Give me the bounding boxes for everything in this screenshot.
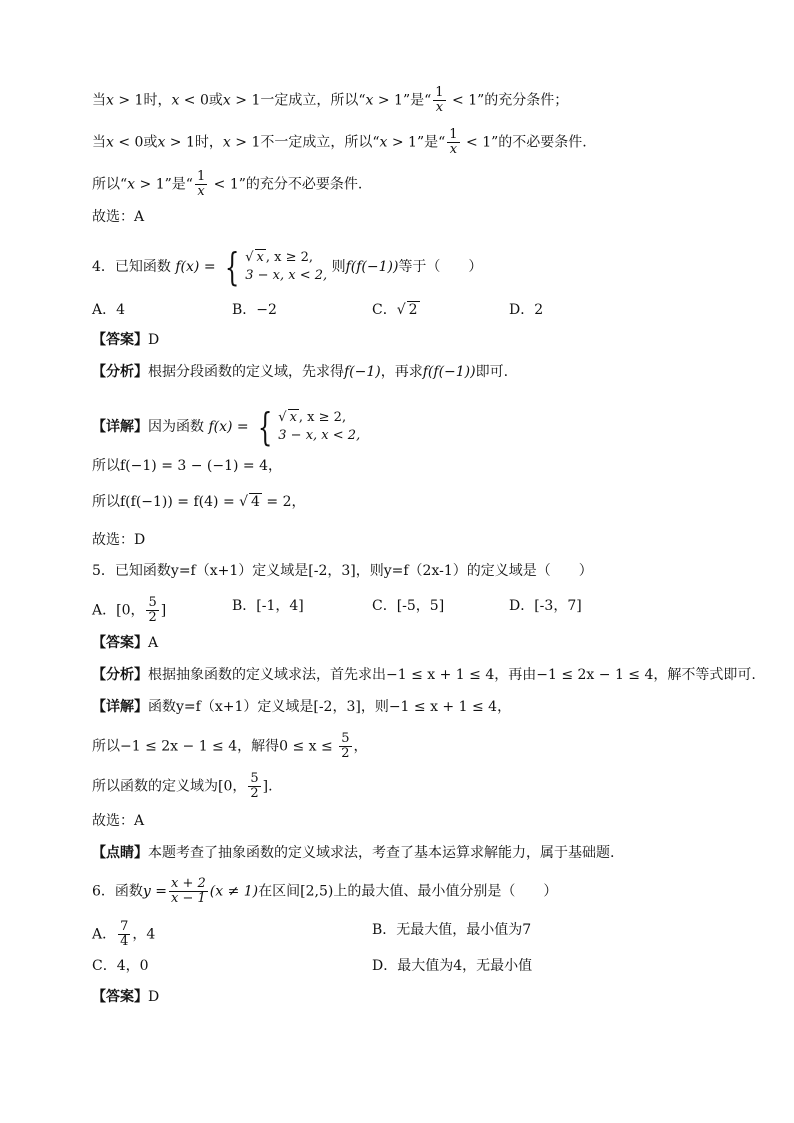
q6-stem	[92, 877, 557, 906]
text: 根据抽象函数的定义域求法，首先求出−1 ≤ x + 1 ≤ 4，再由−1 ≤ 2x − 1 ≤ 4，解不等式即可.	[148, 667, 756, 683]
var-x: x	[106, 92, 114, 109]
text: > 1”是“	[135, 176, 193, 193]
piecewise	[253, 405, 361, 449]
sqrt-radicand: x	[256, 250, 264, 265]
denominator: x	[449, 142, 458, 157]
text: 在区间[2,5)上的最大值、最小值分别是（ ）	[258, 883, 558, 900]
q5-analysis	[92, 665, 756, 685]
tag: 【分析】	[92, 364, 148, 380]
var-x: x	[157, 134, 166, 151]
sqrt-radicand: 4	[251, 494, 260, 510]
text: 所以“	[92, 176, 128, 193]
q3-explain-line-1	[92, 86, 568, 115]
text: 本题考查了抽象函数的定义域求法，考查了基本运算求解能力，属于基础题.	[148, 845, 615, 861]
sqrt-radicand: x	[289, 410, 297, 425]
function-name: f(x) =	[208, 419, 249, 435]
tag: 【答案】	[92, 332, 148, 348]
numerator: 1	[435, 85, 444, 100]
piecewise	[220, 245, 328, 289]
condition: (x ≠ 1)	[209, 883, 259, 900]
text: < 1”的充分不必要条件.	[209, 176, 363, 193]
denominator: x	[435, 100, 444, 115]
text: C．	[372, 302, 397, 318]
text: ]	[160, 602, 167, 619]
text: 所以f(f(−1)) = f(4) =	[92, 494, 240, 510]
q4-option-a: A．4	[92, 302, 126, 318]
text: < 1”的充分条件；	[447, 92, 569, 109]
case-1: √ x , x ≥ 2,	[245, 250, 314, 265]
sqrt-radicand: 2	[408, 302, 418, 318]
fraction	[433, 86, 445, 115]
q5-choose: 故选：A	[92, 813, 145, 829]
case-1: √ x , x ≥ 2,	[278, 410, 347, 425]
case-2: 3 − x, x < 2,	[245, 268, 328, 283]
q5-step-2	[92, 772, 273, 801]
tag: 【分析】	[92, 667, 148, 683]
text: > 1”是“	[387, 134, 446, 151]
denominator: 2	[148, 610, 157, 625]
q5-option-a	[92, 596, 166, 625]
var-x: x	[222, 134, 231, 151]
q4-step-1: 所以f(−1) = 3 − (−1) = 4，	[92, 458, 283, 474]
text: 当	[92, 134, 106, 151]
q5-option-d: D．[-3，7]	[509, 598, 582, 614]
var-x: x	[106, 134, 114, 151]
text: ，再求	[380, 364, 423, 380]
fraction	[146, 596, 158, 625]
q6-answer	[92, 987, 159, 1007]
fraction	[339, 732, 351, 761]
text: 则	[331, 259, 346, 275]
q3-choose: 故选：A	[92, 209, 145, 225]
text: A．[0，	[92, 602, 145, 619]
text: 等于（ ）	[398, 259, 483, 275]
q5-option-b: B．[-1，4]	[232, 598, 304, 614]
q5-option-c: C．[-5，5]	[372, 598, 445, 614]
q6-option-d: D．最大值为4，无最小值	[372, 958, 533, 974]
tag: 【详解】	[92, 699, 148, 715]
tag: 【点睛】	[92, 845, 148, 861]
text: , x ≥ 2,	[265, 250, 314, 265]
numerator: 5	[341, 731, 350, 746]
text: 所以函数的定义域为[0，	[92, 778, 247, 795]
var-x: x	[365, 92, 374, 109]
tag: 【答案】	[92, 989, 148, 1005]
q5-answer	[92, 633, 158, 653]
text: 6．函数	[92, 883, 143, 900]
denominator: x − 1	[171, 891, 206, 906]
text: > 1时，	[113, 92, 172, 109]
text: > 1一定成立，所以“	[230, 92, 366, 109]
text: 即可.	[475, 364, 509, 380]
text: < 0或	[179, 92, 223, 109]
q5-detail	[92, 697, 511, 717]
text: 所以−1 ≤ 2x − 1 ≤ 4，解得0 ≤ x ≤	[92, 738, 338, 755]
text: < 0或	[113, 134, 158, 151]
text: 根据分段函数的定义域，先求得	[148, 364, 344, 380]
q6-option-c: C．4，0	[92, 958, 149, 974]
text: A	[148, 635, 159, 651]
q4-choose: 故选：D	[92, 532, 146, 548]
q4-answer	[92, 330, 159, 350]
var-x: x	[171, 92, 180, 109]
text: 因为函数	[148, 419, 204, 435]
text: > 1”是“	[373, 92, 432, 109]
q6-option-a	[92, 920, 155, 949]
tag: 【详解】	[92, 419, 148, 435]
text: D	[148, 989, 160, 1005]
q3-explain-line-3	[92, 170, 362, 199]
denominator: 4	[120, 934, 129, 949]
var-x: x	[379, 134, 388, 151]
text: ，	[353, 738, 368, 755]
function-name: f(x) =	[175, 259, 216, 275]
denominator: 2	[341, 746, 350, 761]
numerator: x + 2	[171, 876, 206, 891]
text: , x ≥ 2,	[298, 410, 347, 425]
fraction	[195, 170, 207, 199]
q4-option-d: D．2	[509, 302, 544, 318]
numerator: 1	[449, 127, 458, 142]
expr: f(f(−1))	[422, 364, 476, 380]
numerator: 7	[120, 919, 129, 934]
brace-icon: {	[257, 405, 273, 449]
q4-detail	[92, 405, 361, 449]
q6-option-b: B．无最大值，最小值为7	[372, 922, 532, 938]
fraction	[447, 128, 459, 157]
text: 当	[92, 92, 106, 109]
q4-option-c: C．√ 2	[372, 302, 418, 318]
denominator: x	[197, 184, 205, 199]
fraction	[118, 920, 130, 949]
var-y: y =	[142, 883, 168, 900]
q5-step-1	[92, 732, 368, 761]
q4-option-b: B．−2	[232, 302, 277, 318]
expr: f(f(−1))	[345, 259, 399, 275]
var-x: x	[127, 176, 136, 193]
fraction	[248, 772, 260, 801]
fraction	[169, 877, 208, 906]
text: > 1不一定成立，所以“	[230, 134, 380, 151]
numerator: 5	[250, 771, 259, 786]
q4-stem	[92, 245, 483, 289]
text: ，4	[132, 926, 156, 943]
numerator: 1	[196, 169, 206, 184]
numerator: 5	[148, 595, 157, 610]
tag: 【答案】	[92, 635, 148, 651]
text: D	[148, 332, 160, 348]
q4-analysis	[92, 362, 508, 382]
text: 函数y=f（x+1）定义域是[-2，3]，则−1 ≤ x + 1 ≤ 4，	[148, 699, 512, 715]
denominator: 2	[250, 786, 259, 801]
q5-comment	[92, 843, 614, 863]
q4-step-2: 所以f(f(−1)) = f(4) = √ 4 = 2，	[92, 494, 306, 510]
text: = 2，	[261, 494, 306, 510]
case-2: 3 − x, x < 2,	[278, 428, 361, 443]
text: A．	[92, 926, 117, 943]
brace-icon: {	[224, 245, 240, 289]
text: < 1”的不必要条件.	[461, 134, 587, 151]
q3-explain-line-2	[92, 128, 587, 157]
q5-stem: 5．已知函数y=f（x+1）定义域是[-2，3]，则y=f（2x-1）的定义域是（ ）	[92, 563, 593, 579]
expr: f(−1)	[344, 364, 381, 380]
text: > 1时，	[165, 134, 223, 151]
text: ].	[262, 778, 273, 795]
text: 4．已知函数	[92, 259, 171, 275]
var-x: x	[222, 92, 231, 109]
